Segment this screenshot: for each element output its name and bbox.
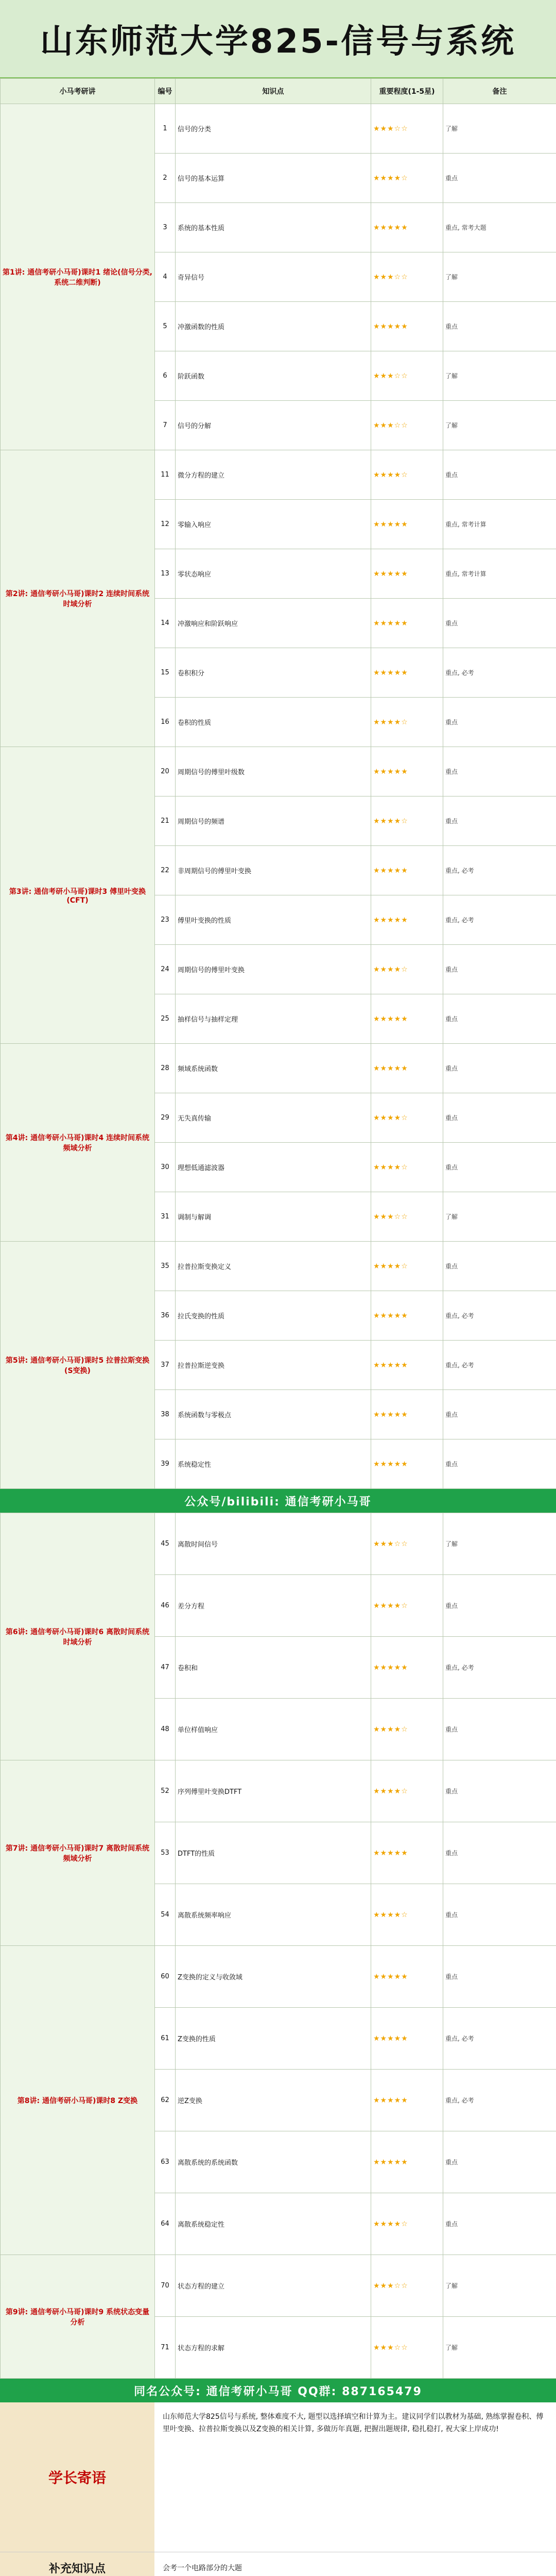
row-importance: ★★★☆☆ [371, 1513, 443, 1575]
row-note: 重点 [443, 599, 556, 648]
row-importance: ★★★★★ [371, 302, 443, 351]
row-importance: ★★★★★ [371, 1341, 443, 1390]
row-importance: ★★★☆☆ [371, 2255, 443, 2317]
row-importance: ★★★★★ [371, 549, 443, 599]
row-number: 11 [155, 450, 176, 500]
row-importance: ★★★★★ [371, 2131, 443, 2193]
row-note: 重点 [443, 1822, 556, 1884]
table-body-2 [1, 1513, 556, 2379]
table-row [1, 2255, 556, 2317]
row-note: 重点 [443, 1093, 556, 1143]
row-number: 45 [155, 1513, 176, 1575]
row-topic: 冲激响应和阶跃响应 [176, 599, 371, 648]
header-num: 编号 [155, 79, 176, 104]
row-note: 重点 [443, 154, 556, 203]
row-importance: ★★★★★ [371, 994, 443, 1044]
row-topic: 系统函数与零极点 [176, 1390, 371, 1439]
table-body-1 [1, 104, 556, 1489]
row-note: 重点 [443, 1575, 556, 1637]
row-number: 60 [155, 1946, 176, 2008]
row-number: 47 [155, 1637, 176, 1699]
row-topic: 冲激函数的性质 [176, 302, 371, 351]
row-topic: Z变换的定义与收敛域 [176, 1946, 371, 2008]
row-note: 了解 [443, 1192, 556, 1242]
row-importance: ★★★★★ [371, 1044, 443, 1093]
row-note: 重点 [443, 1390, 556, 1439]
row-importance: ★★★★☆ [371, 1884, 443, 1946]
table-row [1, 1044, 556, 1093]
row-importance: ★★★★★ [371, 1390, 443, 1439]
row-note: 重点 [443, 1699, 556, 1760]
row-topic: 离散时间信号 [176, 1513, 371, 1575]
row-note: 重点, 常考计算 [443, 549, 556, 599]
row-importance: ★★★★☆ [371, 796, 443, 846]
row-topic: 非周期信号的傅里叶变换 [176, 846, 371, 895]
row-number: 24 [155, 945, 176, 994]
row-topic: 状态方程的求解 [176, 2317, 371, 2379]
row-importance: ★★★☆☆ [371, 351, 443, 401]
row-importance: ★★★★☆ [371, 698, 443, 747]
row-topic: 拉普拉斯逆变换 [176, 1341, 371, 1390]
row-number: 23 [155, 895, 176, 945]
supplement-label: 补充知识点 [0, 2552, 154, 2576]
row-number: 2 [155, 154, 176, 203]
chapter-label: 第9讲: 通信考研小马哥)课时9 系统状态变量分析 [1, 2255, 155, 2379]
row-note: 重点 [443, 1946, 556, 2008]
row-note: 了解 [443, 401, 556, 450]
row-topic: 拉普拉斯变换定义 [176, 1242, 371, 1291]
row-note: 重点 [443, 1884, 556, 1946]
row-note: 重点 [443, 796, 556, 846]
row-importance: ★★★★☆ [371, 945, 443, 994]
row-note: 重点, 必考 [443, 846, 556, 895]
row-topic: 周期信号的频谱 [176, 796, 371, 846]
row-number: 48 [155, 1699, 176, 1760]
row-importance: ★★★★☆ [371, 1760, 443, 1822]
row-importance: ★★★☆☆ [371, 2317, 443, 2379]
row-number: 25 [155, 994, 176, 1044]
row-note: 重点, 必考 [443, 1637, 556, 1699]
row-topic: 信号的基本运算 [176, 154, 371, 203]
row-topic: 微分方程的建立 [176, 450, 371, 500]
header-note: 备注 [443, 79, 556, 104]
chapter-label: 第1讲: 通信考研小马哥)课时1 绪论(信号分类, 系统二维判断) [1, 104, 155, 450]
row-importance: ★★★★★ [371, 895, 443, 945]
chapter-label: 第2讲: 通信考研小马哥)课时2 连续时间系统时域分析 [1, 450, 155, 747]
row-note: 重点 [443, 2131, 556, 2193]
row-topic: 理想低通滤波器 [176, 1143, 371, 1192]
row-topic: 差分方程 [176, 1575, 371, 1637]
row-note: 重点, 必考 [443, 2070, 556, 2131]
row-note: 重点 [443, 450, 556, 500]
row-topic: 离散系统的系统函数 [176, 2131, 371, 2193]
table-row [1, 747, 556, 796]
row-importance: ★★★★★ [371, 846, 443, 895]
row-topic: 周期信号的傅里叶级数 [176, 747, 371, 796]
contact-band-2: 同名公众号: 通信考研小马哥 QQ群: 887165479 [0, 2379, 556, 2402]
table-row [1, 1513, 556, 1575]
row-note: 了解 [443, 2317, 556, 2379]
chapter-label: 第4讲: 通信考研小马哥)课时4 连续时间系统频域分析 [1, 1044, 155, 1242]
study-label: 学长寄语 [0, 2402, 154, 2552]
row-note: 重点 [443, 698, 556, 747]
row-number: 35 [155, 1242, 176, 1291]
row-number: 46 [155, 1575, 176, 1637]
row-number: 14 [155, 599, 176, 648]
row-note: 重点 [443, 2193, 556, 2255]
row-topic: 无失真传输 [176, 1093, 371, 1143]
title-bar [0, 0, 556, 78]
row-topic: 系统稳定性 [176, 1439, 371, 1489]
row-topic: DTFT的性质 [176, 1822, 371, 1884]
row-importance: ★★★☆☆ [371, 1192, 443, 1242]
row-importance: ★★★★★ [371, 2070, 443, 2131]
row-importance: ★★★★★ [371, 1822, 443, 1884]
row-note: 重点 [443, 1242, 556, 1291]
row-topic: 逆Z变换 [176, 2070, 371, 2131]
row-importance: ★★★★★ [371, 1439, 443, 1489]
row-note: 重点 [443, 1760, 556, 1822]
row-topic: 傅里叶变换的性质 [176, 895, 371, 945]
row-importance: ★★★★☆ [371, 1699, 443, 1760]
row-number: 4 [155, 252, 176, 302]
row-importance: ★★★☆☆ [371, 104, 443, 154]
row-importance: ★★★★★ [371, 648, 443, 698]
row-number: 52 [155, 1760, 176, 1822]
row-note: 重点, 常考计算 [443, 500, 556, 549]
row-topic: 卷积积分 [176, 648, 371, 698]
row-note: 了解 [443, 104, 556, 154]
row-note: 了解 [443, 351, 556, 401]
row-note: 重点 [443, 1143, 556, 1192]
row-number: 13 [155, 549, 176, 599]
row-note: 重点, 必考 [443, 648, 556, 698]
row-number: 54 [155, 1884, 176, 1946]
row-number: 12 [155, 500, 176, 549]
row-topic: 离散系统频率响应 [176, 1884, 371, 1946]
table-row [1, 1242, 556, 1291]
row-number: 39 [155, 1439, 176, 1489]
study-text: 山东师范大学825信号与系统, 整体难度不大, 题型以选择填空和计算为主。建议同学们以教材为基础, 熟练掌握卷积、傅里叶变换、拉普拉斯变换以及Z变换的相关计算, 多做历年真题, 把握出题规律, 稳扎稳打, 祝大家上岸成功! [163, 2413, 544, 2433]
row-note: 重点, 必考 [443, 895, 556, 945]
row-note: 重点, 常考大题 [443, 203, 556, 252]
row-number: 5 [155, 302, 176, 351]
contact-band-1: 公众号/bilibili: 通信考研小马哥 [0, 1489, 556, 1513]
row-importance: ★★★★★ [371, 500, 443, 549]
row-number: 3 [155, 203, 176, 252]
row-number: 36 [155, 1291, 176, 1341]
table-row [1, 1760, 556, 1822]
row-topic: 卷积和 [176, 1637, 371, 1699]
row-number: 31 [155, 1192, 176, 1242]
table-row [1, 1946, 556, 2008]
row-note: 重点 [443, 994, 556, 1044]
row-importance: ★★★★★ [371, 203, 443, 252]
row-number: 64 [155, 2193, 176, 2255]
knowledge-table [0, 78, 556, 1489]
row-number: 37 [155, 1341, 176, 1390]
row-number: 30 [155, 1143, 176, 1192]
header-topic: 知识点 [176, 79, 371, 104]
row-number: 7 [155, 401, 176, 450]
row-importance: ★★★★★ [371, 599, 443, 648]
row-topic: 系统的基本性质 [176, 203, 371, 252]
row-note: 重点 [443, 302, 556, 351]
row-number: 6 [155, 351, 176, 401]
row-topic: 拉氏变换的性质 [176, 1291, 371, 1341]
row-importance: ★★★★☆ [371, 1093, 443, 1143]
row-topic: 抽样信号与抽样定理 [176, 994, 371, 1044]
row-note: 重点 [443, 1439, 556, 1489]
row-topic: 周期信号的傅里叶变换 [176, 945, 371, 994]
row-note: 了解 [443, 1513, 556, 1575]
row-number: 16 [155, 698, 176, 747]
row-number: 62 [155, 2070, 176, 2131]
row-topic: 序列傅里叶变换DTFT [176, 1760, 371, 1822]
row-number: 29 [155, 1093, 176, 1143]
row-topic: 调制与解调 [176, 1192, 371, 1242]
row-topic: 信号的分解 [176, 401, 371, 450]
row-topic: 阶跃函数 [176, 351, 371, 401]
chapter-label: 第5讲: 通信考研小马哥)课时5 拉普拉斯变换(S变换) [1, 1242, 155, 1489]
row-number: 38 [155, 1390, 176, 1439]
row-number: 22 [155, 846, 176, 895]
row-number: 70 [155, 2255, 176, 2317]
row-importance: ★★★★★ [371, 1291, 443, 1341]
row-number: 61 [155, 2008, 176, 2070]
row-topic: 状态方程的建立 [176, 2255, 371, 2317]
study-section [0, 2402, 556, 2552]
row-number: 28 [155, 1044, 176, 1093]
row-topic: Z变换的性质 [176, 2008, 371, 2070]
row-note: 重点 [443, 945, 556, 994]
row-note: 重点, 必考 [443, 2008, 556, 2070]
table-header [1, 79, 556, 104]
row-number: 21 [155, 796, 176, 846]
row-topic: 零状态响应 [176, 549, 371, 599]
supplement-text: 会考一个电路部分的大题 [163, 2564, 242, 2572]
chapter-label: 第7讲: 通信考研小马哥)课时7 离散时间系统频域分析 [1, 1760, 155, 1946]
row-number: 53 [155, 1822, 176, 1884]
knowledge-table-2 [0, 1513, 556, 2379]
row-topic: 频域系统函数 [176, 1044, 371, 1093]
row-topic: 卷积的性质 [176, 698, 371, 747]
row-note: 了解 [443, 252, 556, 302]
row-note: 重点, 必考 [443, 1291, 556, 1341]
chapter-label: 第3讲: 通信考研小马哥)课时3 傅里叶变换(CFT) [1, 747, 155, 1044]
row-importance: ★★★☆☆ [371, 252, 443, 302]
row-topic: 信号的分类 [176, 104, 371, 154]
row-importance: ★★★★☆ [371, 450, 443, 500]
row-importance: ★★★★☆ [371, 1242, 443, 1291]
row-number: 15 [155, 648, 176, 698]
row-importance: ★★★★☆ [371, 154, 443, 203]
header-lecture: 小马考研讲 [1, 79, 155, 104]
row-number: 20 [155, 747, 176, 796]
row-importance: ★★★★☆ [371, 1575, 443, 1637]
row-importance: ★★★★★ [371, 1946, 443, 2008]
table-row [1, 450, 556, 500]
chapter-label: 第8讲: 通信考研小马哥)课时8 Z变换 [1, 1946, 155, 2255]
page-title: 山东师范大学825-信号与系统 [40, 23, 516, 61]
row-number: 63 [155, 2131, 176, 2193]
row-note: 重点, 必考 [443, 1341, 556, 1390]
table-row [1, 104, 556, 154]
row-number: 1 [155, 104, 176, 154]
supplement-section [0, 2552, 556, 2576]
row-note: 了解 [443, 2255, 556, 2317]
row-importance: ★★★☆☆ [371, 401, 443, 450]
row-importance: ★★★★★ [371, 2008, 443, 2070]
row-note: 重点 [443, 747, 556, 796]
row-importance: ★★★★☆ [371, 1143, 443, 1192]
row-importance: ★★★★★ [371, 747, 443, 796]
header-importance: 重要程度(1-5星) [371, 79, 443, 104]
chapter-label: 第6讲: 通信考研小马哥)课时6 离散时间系统时域分析 [1, 1513, 155, 1760]
row-topic: 奇异信号 [176, 252, 371, 302]
row-topic: 离散系统稳定性 [176, 2193, 371, 2255]
row-note: 重点 [443, 1044, 556, 1093]
row-topic: 单位样值响应 [176, 1699, 371, 1760]
row-topic: 零输入响应 [176, 500, 371, 549]
row-importance: ★★★★☆ [371, 2193, 443, 2255]
row-number: 71 [155, 2317, 176, 2379]
row-importance: ★★★★★ [371, 1637, 443, 1699]
